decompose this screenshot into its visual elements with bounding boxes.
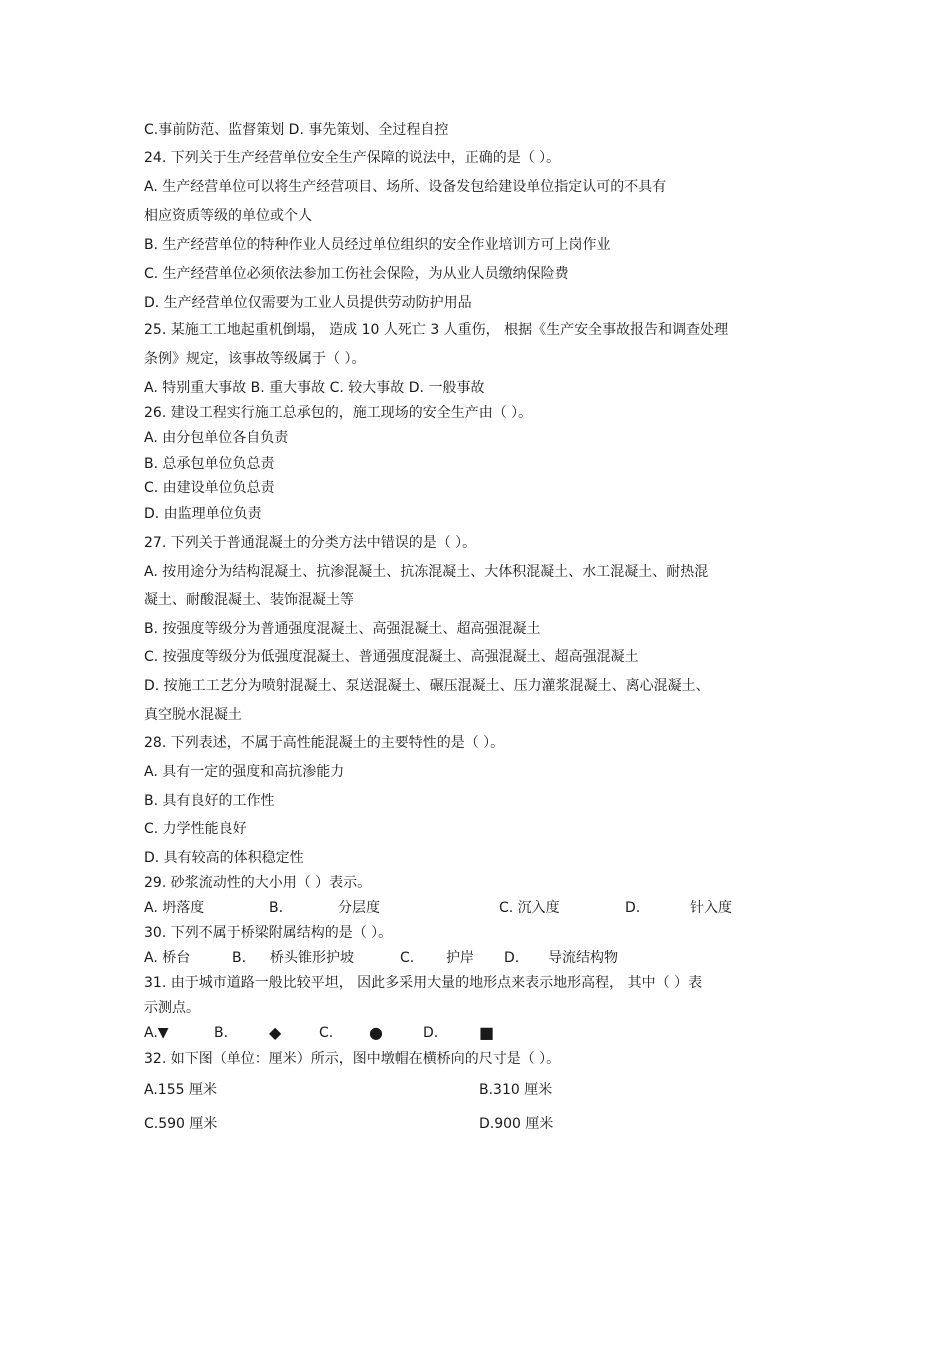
q30-stem: 30. 下列不属于桥梁附属结构的是（ ）。 [144, 925, 393, 941]
q27-option-a: A. 按用途分为结构混凝土、抗渗混凝土、抗冻混凝土、大体积混凝土、水工混凝土、耐热混 [144, 564, 709, 580]
q31-option-b-letter: B. [214, 1025, 229, 1041]
q31-stem-cont: 示测点。 [144, 1000, 200, 1016]
q30-option-c-text: 护岸 [446, 950, 474, 966]
q28-option-c: C. 力学性能良好 [144, 821, 247, 837]
q32-options-row1 [144, 1080, 844, 1100]
q29-option-a: A. 坍落度 [144, 900, 205, 916]
q23-options-cd: C.事前防范、监督策划 D. 事先策划、全过程自控 [144, 122, 449, 138]
q31-option-a: A.▼ [144, 1025, 169, 1041]
q30-option-d-text: 导流结构物 [548, 950, 618, 966]
q29-option-b-text: 分层度 [338, 900, 380, 916]
q30-option-b-letter: B. [232, 950, 247, 966]
q32-options-row2 [144, 1114, 844, 1134]
q26-option-b: B. 总承包单位负总责 [144, 456, 275, 472]
q28-stem: 28. 下列表述，不属于高性能混凝土的主要特性的是（ ）。 [144, 735, 505, 751]
q24-option-a-cont: 相应资质等级的单位或个人 [144, 208, 312, 224]
q25-stem-cont: 条例》规定，该事故等级属于（ ）。 [144, 351, 366, 367]
q27-option-d-cont: 真空脱水混凝土 [144, 707, 242, 723]
q27-option-b: B. 按强度等级分为普通强度混凝土、高强混凝土、超高强混凝土 [144, 621, 541, 637]
q28-option-b: B. 具有良好的工作性 [144, 793, 275, 809]
q29-options [144, 898, 844, 918]
q26-option-a: A. 由分包单位各自负责 [144, 430, 289, 446]
square-icon: ■ [479, 1023, 495, 1042]
q29-option-c: C. 沉入度 [499, 900, 560, 916]
q32-stem: 32. 如下图（单位：厘米）所示，图中墩帽在横桥向的尺寸是（ ）。 [144, 1051, 561, 1067]
q27-stem: 27. 下列关于普通混凝土的分类方法中错误的是（ ）。 [144, 535, 477, 551]
diamond-icon: ◆ [269, 1023, 282, 1042]
q27-option-d: D. 按施工工艺分为喷射混凝土、泵送混凝土、碾压混凝土、压力灌浆混凝土、离心混凝土、 [144, 678, 710, 694]
q32-option-d: D.900 厘米 [479, 1116, 554, 1132]
q30-option-d-letter: D. [504, 950, 520, 966]
q31-option-c-letter: C. [319, 1025, 334, 1041]
q26-option-c: C. 由建设单位负总责 [144, 480, 275, 496]
q24-option-d: D. 生产经营单位仅需要为工业人员提供劳动防护用品 [144, 295, 472, 311]
q31-stem: 31. 由于城市道路一般比较平坦， 因此多采用大量的地形点来表示地形高程， 其中（ ）表 [144, 975, 703, 991]
q24-option-c: C. 生产经营单位必须依法参加工伤社会保险，为从业人员缴纳保险费 [144, 266, 569, 282]
q30-options [144, 948, 844, 968]
q32-option-c: C.590 厘米 [144, 1116, 218, 1132]
q31-option-d-letter: D. [423, 1025, 439, 1041]
q27-option-a-cont: 凝土、耐酸混凝土、装饰混凝土等 [144, 592, 354, 608]
q26-stem: 26. 建设工程实行施工总承包的，施工现场的安全生产由（ ）。 [144, 405, 533, 421]
q30-option-a: A. 桥台 [144, 950, 191, 966]
q27-option-c: C. 按强度等级分为低强度混凝土、普通强度混凝土、高强混凝土、超高强混凝土 [144, 649, 639, 665]
q28-option-a: A. 具有一定的强度和高抗渗能力 [144, 764, 345, 780]
q32-option-a: A.155 厘米 [144, 1082, 217, 1098]
q31-options [144, 1023, 844, 1043]
q25-options: A. 特别重大事故 B. 重大事故 C. 较大事故 D. 一般事故 [144, 380, 485, 396]
q30-option-c-letter: C. [400, 950, 415, 966]
q24-option-b: B. 生产经营单位的特种作业人员经过单位组织的安全作业培训方可上岗作业 [144, 237, 611, 253]
q24-option-a: A. 生产经营单位可以将生产经营项目、场所、设备发包给建设单位指定认可的不具有 [144, 179, 667, 195]
q29-option-d-letter: D. [625, 900, 641, 916]
q29-option-b-letter: B. [269, 900, 284, 916]
q29-stem: 29. 砂浆流动性的大小用（ ）表示。 [144, 875, 372, 891]
q29-option-d-text: 针入度 [690, 900, 732, 916]
q25-stem: 25. 某施工工地起重机倒塌， 造成 10 人死亡 3 人重伤， 根据《生产安全事故报告和调查处理 [144, 322, 729, 338]
q26-option-d: D. 由监理单位负责 [144, 506, 262, 522]
q28-option-d: D. 具有较高的体积稳定性 [144, 850, 304, 866]
q24-stem: 24. 下列关于生产经营单位安全生产保障的说法中，正确的是（ ）。 [144, 150, 561, 166]
q32-option-b: B.310 厘米 [479, 1082, 553, 1098]
q30-option-b-text: 桥头锥形护坡 [270, 950, 354, 966]
circle-icon: ● [369, 1023, 383, 1042]
